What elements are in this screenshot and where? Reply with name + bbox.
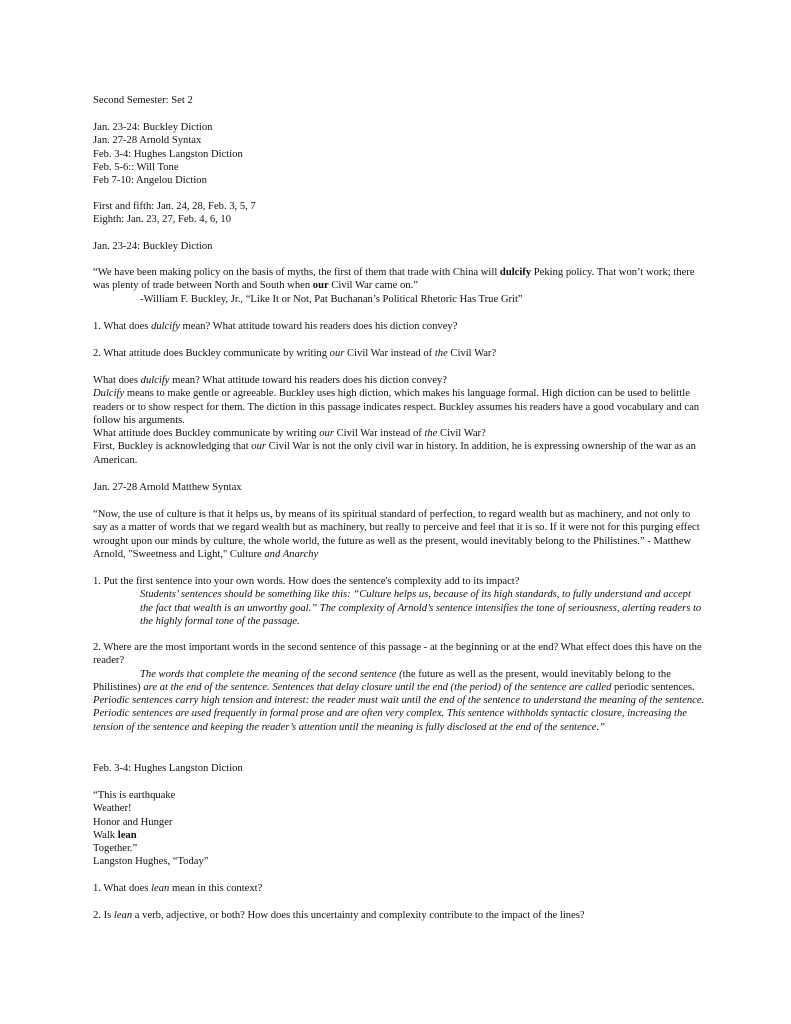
hughes-poem: “This is earthquake Weather! Honor and Hunger Walk lean Together.” Langston Hughes, “Today” [93, 790, 209, 868]
period-item: Eighth: Jan. 23, 27, Feb. 4, 6, 10 [93, 214, 232, 226]
arnold-question-2: 2. Where are the most important words in the second sentence of this passage - at the beginning or at the end? What effect does this have on the reader? The words that complete the meaning of the second sentence (the future as well as the present, would inevitably belong to the Philistines) are at the end of the sentence. Sentences that delay closure until the end (the period) of the sentence are called periodic sentences. Periodic sentences carry high tension and interest: the reader must wait until the end of the sentence to understand the meaning of the sentence. Periodic sentences are used frequently in formal prose and are often very complex. This sentence withholds syntactic closure, increasing the tension of the sentence and keeping the reader’s attention until the meaning is fully disclosed at the end of the sentence.” [93, 642, 705, 733]
schedule-list [93, 121, 705, 187]
schedule-item: Jan. 23-24: Buckley Diction [93, 122, 213, 133]
buckley-question-2: 2. What attitude does Buckley communicate by writing our Civil War instead of the Civil War? [93, 348, 497, 359]
schedule-item: Feb 7-10: Angelou Diction [93, 175, 207, 187]
section-heading-arnold: Jan. 27-28 Arnold Matthew Syntax [93, 482, 242, 493]
section-heading-hughes: Feb. 3-4: Hughes Langston Diction [93, 763, 243, 774]
schedule-item: Jan. 27-28 Arnold Syntax [93, 135, 202, 147]
page-title: Second Semester: Set 2 [93, 95, 193, 106]
buckley-answers: What does dulcify mean? What attitude toward his readers does his diction convey? Dulcify means to make gentle or agreeable. Buckley uses high diction, which makes his language formal. High diction can be used to belittle readers or to show respect for them. The diction in this passage indicates respect. Buckley assumes his readers have a good vocabulary and can follow his arguments. What attitude does Buckley communicate by writing our Civil War instead of the Civil War? First, Buckley is acknowledging that our Civil War is not the only civil war in history. In addition, he is expressing ownership of the war as an American. [93, 375, 700, 466]
arnold-question-1: 1. Put the first sentence into your own words. How does the sentence's complexity add to its impact? Students’ sentences should be something like this: “Culture helps us, because of its high standards, to fully understand and accept the fact that wealth is an unworthy goal.” The complexity of Arnold’s sentence intensifies the tone of seriousness, alerting readers to the highly formal tone of the passage. [93, 575, 705, 628]
period-list [93, 200, 705, 227]
answer-text: Students’ sentences should be something like this: “Culture helps us, because of its high standards, to fully understand and accept the fact that wealth is an unworthy goal.” The complexity of Arnold’s sentence intensifies the tone of seriousness, alerting readers to the highly formal tone of the passage. [140, 589, 702, 627]
buckley-quote: “We have been making policy on the basis of myths, the first of them that trade with China will dulcify Peking policy. That won’t work; there was plenty of trade between North and South when our Civil War came on.” -William F. Buckley, Jr., “Like It or Not, Pat Buchanan’s Political Rhetoric Has True Grit” [93, 266, 705, 306]
schedule-item: Feb. 5-6:: Will Tone [93, 161, 179, 173]
period-item: First and fifth: Jan. 24, 28, Feb. 3, 5, 7 [93, 201, 256, 212]
hughes-question-1: 1. What does lean mean in this context? [93, 883, 263, 894]
section-heading-buckley: Jan. 23-24: Buckley Diction [93, 241, 213, 252]
answer-text: The words that complete the meaning of the second sentence (the future as well as the present, would inevitably belong to the Philistines) are at the end of the sentence. Sentences that delay closure until the end (the period) of the sentence are called periodic sentences. Periodic sentences carry high tension and interest: the reader must wait until the end of the sentence to understand the meaning of the sentence. Periodic sentences are used frequently in formal prose and are often very complex. This sentence withholds syntactic closure, increasing the tension of the sentence and keeping the reader’s attention until the meaning is fully disclosed at the end of the sentence.” [93, 668, 705, 733]
quote-attribution: -William F. Buckley, Jr., “Like It or Not, Pat Buchanan’s Political Rhetoric Has True Grit” [140, 293, 523, 305]
schedule-item: Feb. 3-4: Hughes Langston Diction [93, 148, 243, 160]
arnold-quote: “Now, the use of culture is that it helps us, by means of its spiritual standard of perfection, to regard wealth but as machinery, and not only to say as a matter of words that we regard wealth but as machinery, but really to perceive and feel that it is so. If it were not for this purging effect wrought upon our minds by culture, the whole world, the future as well as the present, would inevitably belong to the Philistines.” - Matthew Arnold, "Sweetness and Light," Culture and Anarchy [93, 509, 700, 560]
buckley-question-1: 1. What does dulcify mean? What attitude toward his readers does his diction convey? [93, 321, 458, 332]
hughes-question-2: 2. Is lean a verb, adjective, or both? How does this uncertainty and complexity contribute to the impact of the lines? [93, 910, 585, 921]
